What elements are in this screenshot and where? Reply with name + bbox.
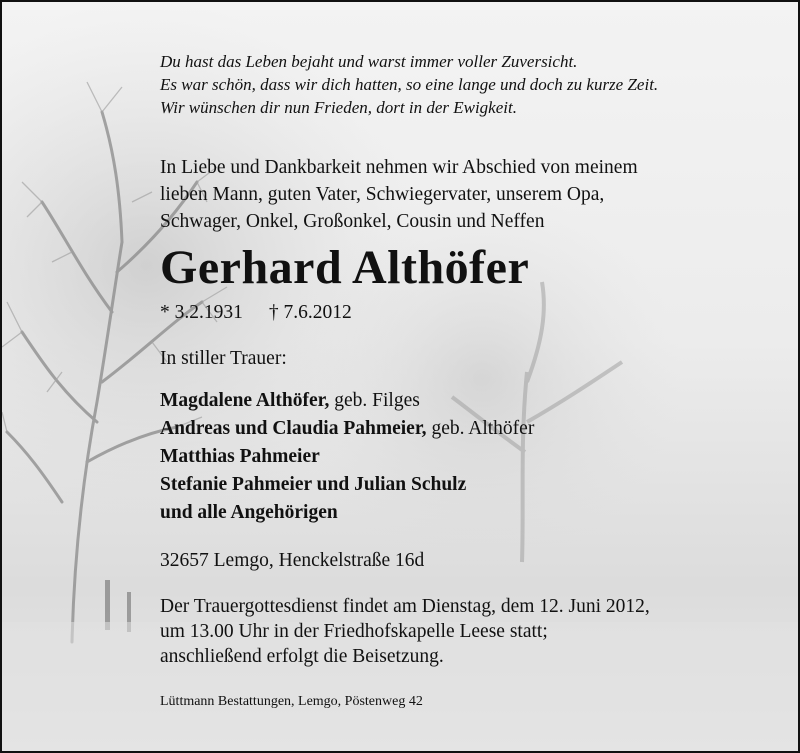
intro-line: lieben Mann, guten Vater, Schwiegervater, unserem Opa, [160, 184, 605, 205]
service-line: anschließend erfolgt die Beisetzung. [160, 646, 444, 667]
mourner-note: geb. Filges [334, 390, 420, 411]
motto-line: Es war schön, dass wir dich hatten, so eine lange und doch zu kurze Zeit. [160, 75, 659, 94]
death-date: † 7.6.2012 [268, 302, 352, 323]
service-announcement [160, 594, 650, 669]
mourner-name: und alle Angehörigen [160, 502, 338, 523]
mourning-label: In stiller Trauer: [160, 348, 287, 369]
mourner-entry [160, 387, 534, 415]
birth-date: * 3.2.1931 [160, 302, 243, 323]
farewell-intro [160, 154, 760, 235]
mourner-entry [160, 499, 534, 527]
mourners-list [160, 387, 534, 527]
mourner-entry [160, 471, 534, 499]
family-address: 32657 Lemgo, Henckelstraße 16d [160, 550, 425, 571]
mourner-entry [160, 415, 534, 443]
intro-line: Schwager, Onkel, Großonkel, Cousin und Neffen [160, 211, 545, 232]
mourner-name: Matthias Pahmeier [160, 446, 320, 467]
mourner-name: Magdalene Althöfer, [160, 390, 330, 411]
motto-verse [160, 50, 780, 119]
mourner-name: Andreas und Claudia Pahmeier, [160, 418, 427, 439]
motto-line: Du hast das Leben bejaht und warst immer voller Zuversicht. [160, 52, 578, 71]
mourner-name: Stefanie Pahmeier und Julian Schulz [160, 474, 467, 495]
mourner-note: geb. Althöfer [431, 418, 535, 439]
mourner-entry [160, 443, 534, 471]
intro-line: In Liebe und Dankbarkeit nehmen wir Abschied von meinem [160, 157, 638, 178]
funeral-home-credit: Lüttmann Bestattungen, Lemgo, Pöstenweg 42 [160, 694, 423, 709]
deceased-name: Gerhard Althöfer [160, 241, 530, 294]
motto-line: Wir wünschen dir nun Frieden, dort in der Ewigkeit. [160, 98, 517, 117]
life-dates [160, 302, 352, 324]
service-line: Der Trauergottesdienst findet am Dienstag, dem 12. Juni 2012, [160, 596, 650, 617]
service-line: um 13.00 Uhr in der Friedhofskapelle Leese statt; [160, 621, 548, 642]
